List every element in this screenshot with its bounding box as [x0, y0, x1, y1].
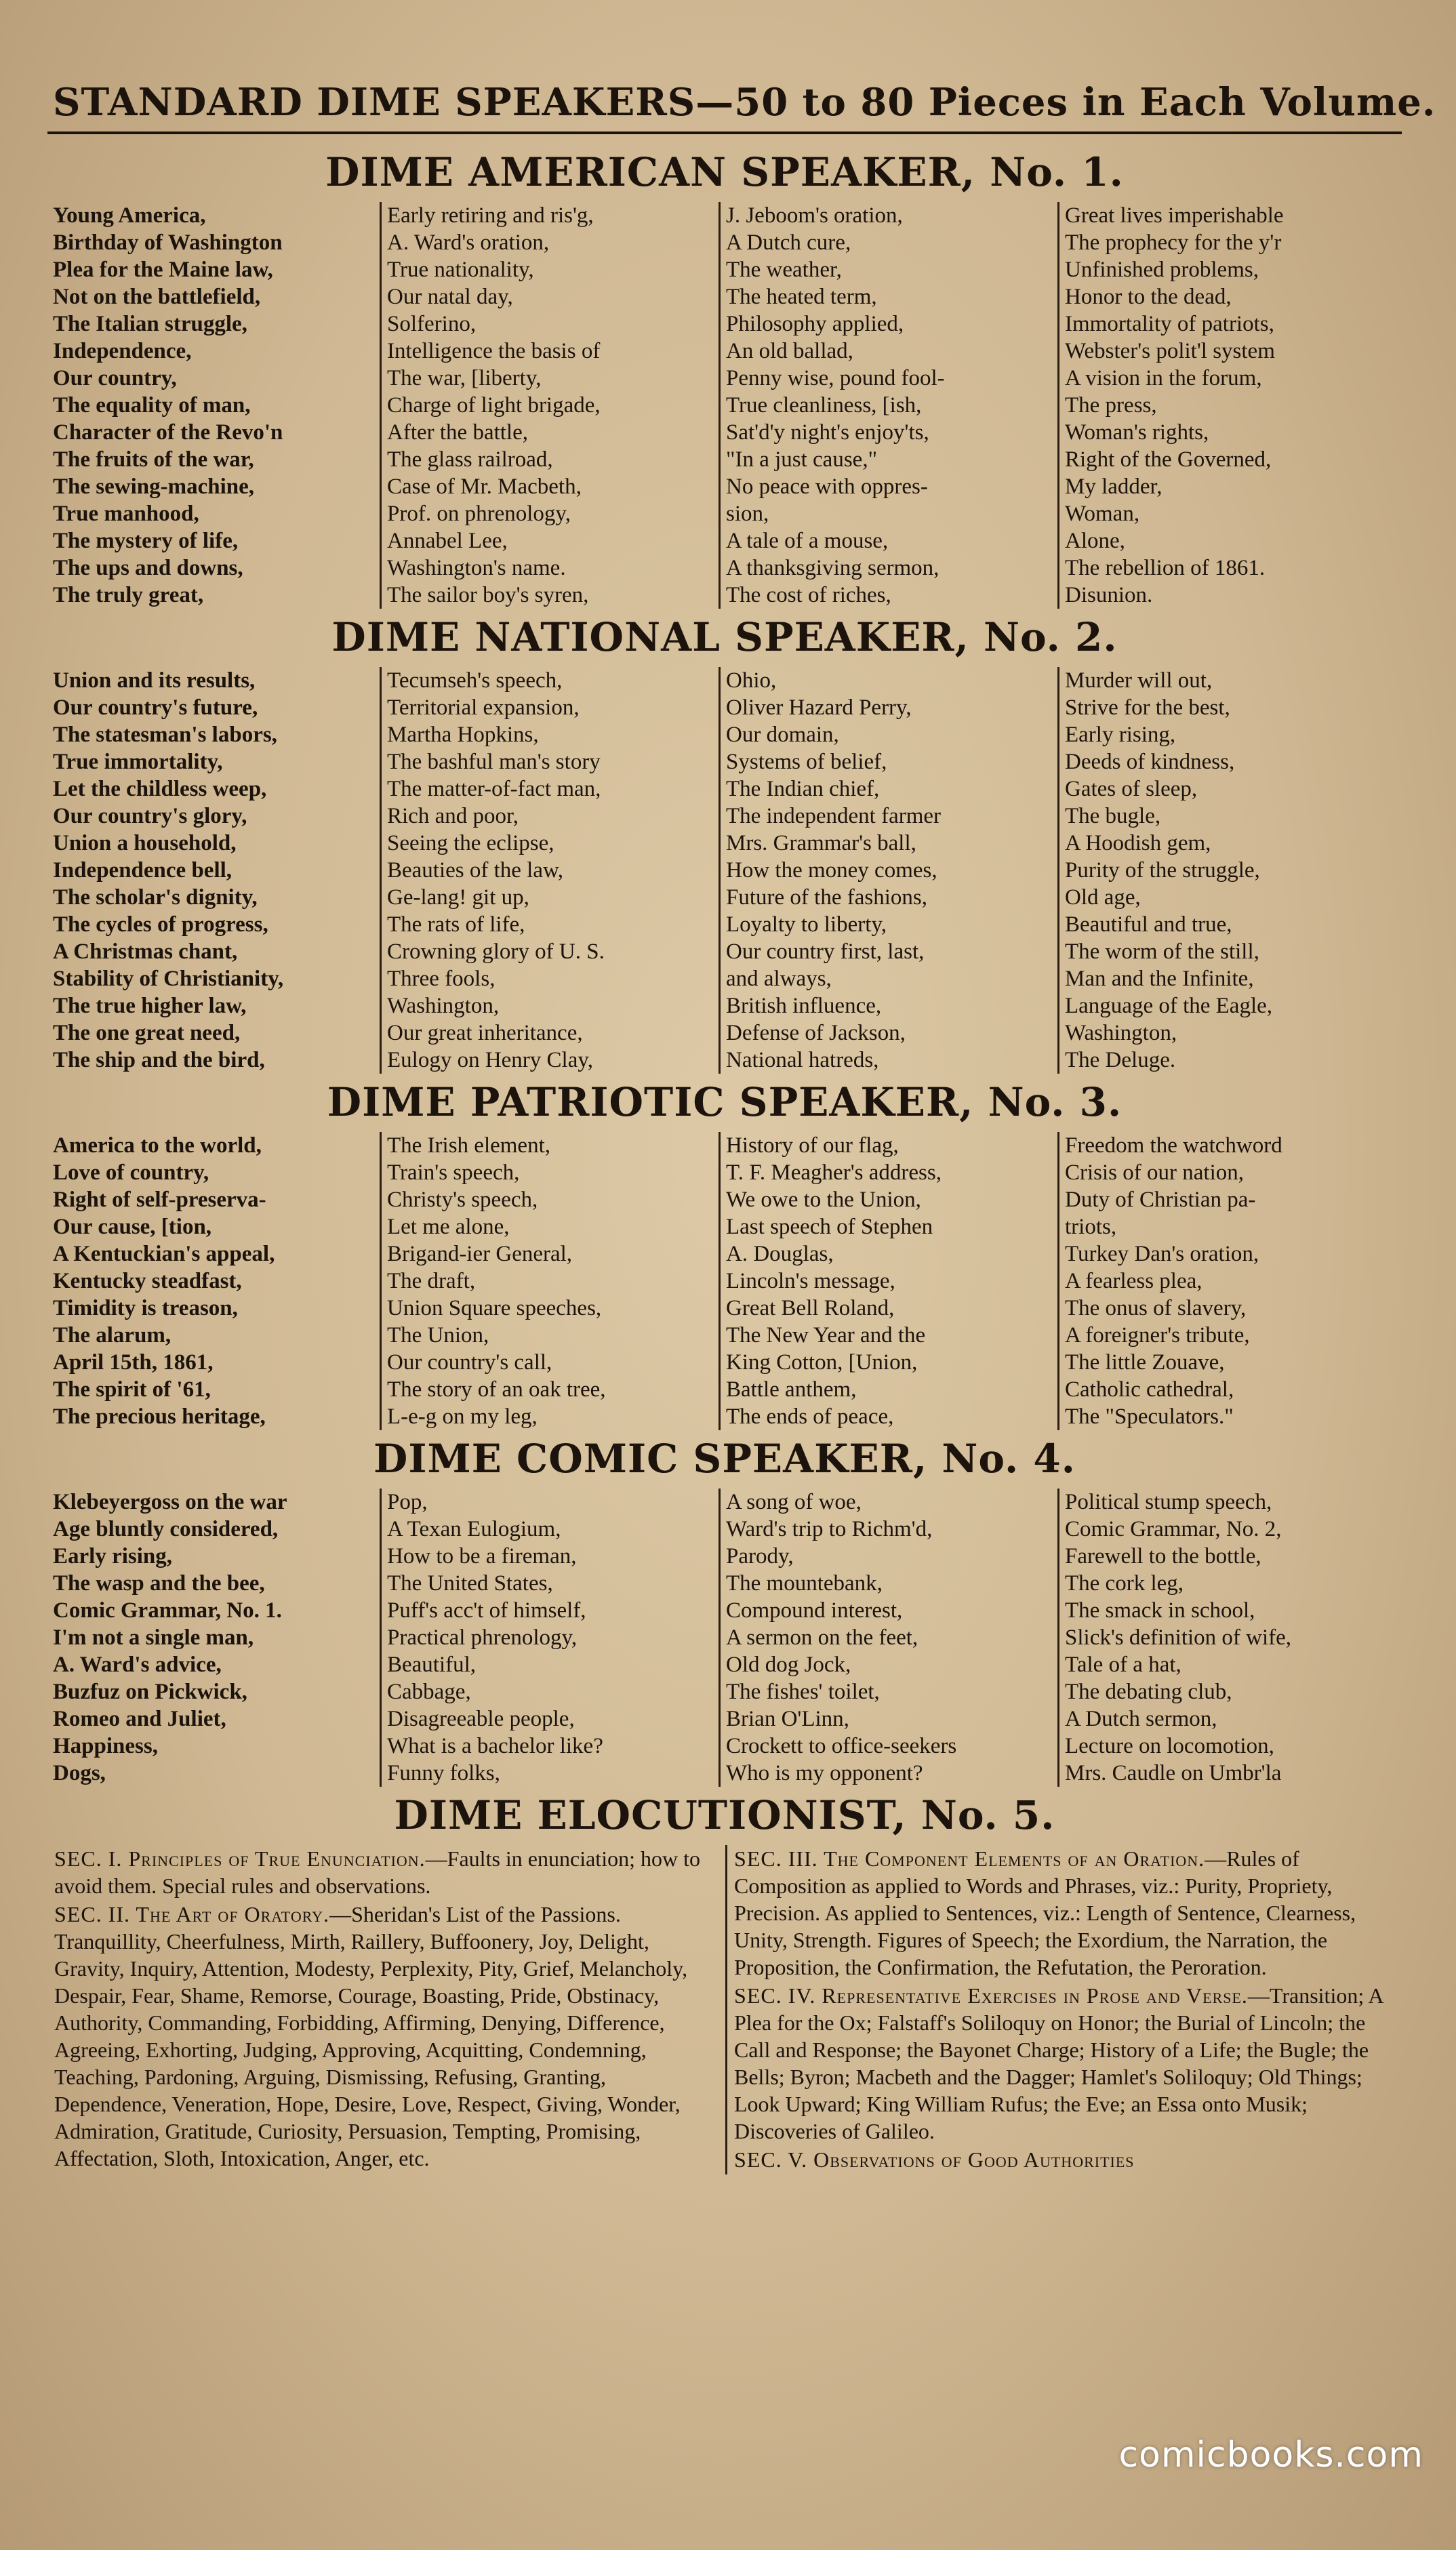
- title-entry: The United States,: [387, 1571, 553, 1596]
- title-entry: Slick's definition of wife,: [1065, 1625, 1292, 1650]
- title-entry: Our country's future,: [53, 695, 258, 720]
- title-entry: True cleanliness, [ish,: [726, 393, 922, 418]
- title-entry: Early rising,: [53, 1544, 173, 1569]
- title-entry: The glass railroad,: [387, 447, 553, 472]
- title-entry: The prophecy for the y'r: [1065, 230, 1282, 255]
- title-entry: Practical phrenology,: [387, 1625, 578, 1650]
- title-entry: The cycles of progress,: [53, 912, 268, 937]
- title-entry: True nationality,: [387, 258, 534, 282]
- title-entry: Solferino,: [387, 312, 477, 336]
- title-entry: Deeds of kindness,: [1065, 750, 1235, 774]
- title-entry: Love of country,: [53, 1160, 209, 1185]
- title-entry: The bashful man's story: [387, 750, 601, 774]
- title-entry: Systems of belief,: [726, 750, 887, 774]
- title-entry: Case of Mr. Macbeth,: [387, 474, 582, 499]
- title-entry: Train's speech,: [387, 1160, 520, 1185]
- title-entry: Independence,: [53, 339, 192, 363]
- title-entry: Character of the Revo'n: [53, 420, 283, 445]
- title-entry: A Texan Eulogium,: [387, 1517, 561, 1541]
- title-entry: April 15th, 1861,: [53, 1350, 214, 1375]
- title-entry: The independent farmer: [726, 804, 942, 828]
- title-entry: No peace with oppres-: [726, 474, 928, 499]
- title-entry: Last speech of Stephen: [726, 1215, 933, 1239]
- title-entry: Union and its results,: [53, 668, 256, 693]
- title-entry: National hatreds,: [726, 1048, 879, 1072]
- title-entry: Crisis of our nation,: [1065, 1160, 1244, 1185]
- title-entry: Beauties of the law,: [387, 858, 563, 883]
- title-entry: Great lives imperishable: [1065, 203, 1284, 228]
- title-entry: The true higher law,: [53, 994, 247, 1018]
- title-entry: Battle anthem,: [726, 1377, 857, 1402]
- title-entry: Comic Grammar, No. 1.: [53, 1598, 282, 1623]
- title-entry: A song of woe,: [726, 1490, 862, 1514]
- section-columns: [47, 667, 1402, 1074]
- section-column: [47, 667, 380, 1074]
- title-entry: Disagreeable people,: [387, 1707, 575, 1731]
- title-entry: Annabel Lee,: [387, 529, 508, 553]
- section-heading: SEC. V. Observations of Good Authorities: [734, 2147, 1135, 2172]
- title-entry: Our country's glory,: [53, 804, 247, 828]
- section-title: DIME PATRIOTIC SPEAKER, No. 3.: [327, 1079, 1123, 1125]
- title-entry: Dogs,: [53, 1761, 106, 1785]
- elocutionist-right-column: [725, 1845, 1403, 2174]
- title-entry: A. Ward's oration,: [387, 230, 550, 255]
- title-entry: The war, [liberty,: [387, 366, 542, 390]
- title-entry: Disunion.: [1065, 583, 1153, 607]
- title-entry: Cabbage,: [387, 1680, 471, 1704]
- title-entry: Martha Hopkins,: [387, 723, 539, 747]
- title-entry: The alarum,: [53, 1323, 171, 1348]
- title-entry: The debating club,: [1065, 1680, 1232, 1704]
- title-entry: Defense of Jackson,: [726, 1021, 906, 1045]
- title-entry: Language of the Eagle,: [1065, 994, 1273, 1018]
- title-entry: Purity of the struggle,: [1065, 858, 1260, 883]
- title-entry: A Dutch sermon,: [1065, 1707, 1217, 1731]
- title-entry: Funny folks,: [387, 1761, 500, 1785]
- title-entry: Comic Grammar, No. 2,: [1065, 1517, 1282, 1541]
- title-entry: The smack in school,: [1065, 1598, 1255, 1623]
- section-body: —Faults in enunciation; how to avoid them. Special rules and observations.: [54, 1846, 700, 1898]
- title-entry: A Kentuckian's appeal,: [53, 1242, 275, 1266]
- title-entry: Great Bell Roland,: [726, 1296, 895, 1320]
- title-entry: The truly great,: [53, 583, 204, 607]
- title-entry: Duty of Christian pa-: [1065, 1188, 1256, 1212]
- section-paragraph: [54, 1845, 717, 1899]
- section-paragraph: [734, 2146, 1395, 2173]
- section-column: [380, 1132, 719, 1430]
- title-entry: Parody,: [726, 1544, 794, 1569]
- title-entry: Birthday of Washington: [53, 230, 283, 255]
- section-column: [380, 1489, 719, 1787]
- section-column: [1057, 202, 1396, 609]
- title-entry: and always,: [726, 967, 832, 991]
- title-entry: The heated term,: [726, 285, 877, 309]
- title-entry: A Dutch cure,: [726, 230, 851, 255]
- title-entry: Unfinished problems,: [1065, 258, 1259, 282]
- title-entry: An old ballad,: [726, 339, 853, 363]
- section-column: [719, 1489, 1057, 1787]
- title-entry: Right of self-preserva-: [53, 1188, 266, 1212]
- speaker-sections: [47, 149, 1402, 1787]
- title-entry: The ups and downs,: [53, 556, 243, 580]
- title-entry: Washington's name.: [387, 556, 566, 580]
- title-entry: Our country first, last,: [726, 939, 925, 964]
- elocutionist-columns: [47, 1845, 1402, 2174]
- title-entry: A fearless plea,: [1065, 1269, 1202, 1293]
- section-paragraph: [734, 1845, 1395, 1981]
- title-entry: Independence bell,: [53, 858, 232, 883]
- section-columns: [47, 202, 1402, 609]
- title-entry: Webster's polit'l system: [1065, 339, 1275, 363]
- title-entry: The spirit of '61,: [53, 1377, 211, 1402]
- title-entry: The matter-of-fact man,: [387, 777, 601, 801]
- section-body: —Sheridan's List of the Passions. Tranquillity, Cheerfulness, Mirth, Raillery, Buffoonery, Joy, Delight, Gravity, Inquiry, Attention, Modesty, Perplexity, Pity, Grief, Melancholy, Despair, Fear, Shame, Remorse, Courage, Boasting, Pride, Obstinacy, Authority, Commanding, Forbidding, Affirming, Denying, Difference, Agreeing, Exhorting, Judging, Approving, Acquitting, Condemning, Teaching, Pardoning, Arguing, Dismissing, Refusing, Granting, Dependence, Veneration, Hope, Desire, Love, Respect, Giving, Wonder, Admiration, Gratitude, Curiosity, Persuasion, Tempting, Promising, Affectation, Sloth, Intoxication, Anger, etc.: [54, 1902, 688, 2170]
- title-entry: The draft,: [387, 1269, 476, 1293]
- masthead-title: STANDARD DIME SPEAKERS—50 to 80 Pieces in Each Volume.: [53, 80, 1436, 125]
- title-entry: Christy's speech,: [387, 1188, 538, 1212]
- title-entry: The Irish element,: [387, 1133, 550, 1158]
- title-entry: Penny wise, pound fool-: [726, 366, 945, 390]
- title-entry: The ends of peace,: [726, 1404, 894, 1429]
- title-entry: Ward's trip to Richm'd,: [726, 1517, 933, 1541]
- title-entry: The story of an oak tree,: [387, 1377, 606, 1402]
- title-entry: Seeing the eclipse,: [387, 831, 554, 855]
- title-entry: Ohio,: [726, 668, 777, 693]
- section-body: —Transition; A Plea for the Ox; Falstaff's Soliloquy on Honor; the Burial of Lincoln; the Call and Response; the Bayonet Charge; History of a Life; the Bugle; the Bells; Byron; Macbeth and the Dagger; Hamlet's Soliloquy; Old Things; Look Upward; King William Rufus; the Eve; an Essa onto Musik; Discoveries of Galileo.: [734, 1983, 1383, 2143]
- title-entry: Farewell to the bottle,: [1065, 1544, 1261, 1569]
- title-entry: Old age,: [1065, 885, 1141, 910]
- title-entry: Our country,: [53, 366, 177, 390]
- title-entry: Future of the fashions,: [726, 885, 927, 910]
- title-entry: The little Zouave,: [1065, 1350, 1225, 1375]
- watermark-logo: comicbooks.com: [1118, 2435, 1423, 2475]
- title-entry: Intelligence the basis of: [387, 339, 601, 363]
- title-entry: Timidity is treason,: [53, 1296, 238, 1320]
- title-entry: Tale of a hat,: [1065, 1653, 1181, 1677]
- title-entry: Our natal day,: [387, 285, 513, 309]
- title-entry: How to be a fireman,: [387, 1544, 577, 1569]
- title-entry: Kentucky steadfast,: [53, 1269, 242, 1293]
- title-entry: Lecture on locomotion,: [1065, 1734, 1274, 1758]
- title-entry: The scholar's dignity,: [53, 885, 258, 910]
- title-entry: Turkey Dan's oration,: [1065, 1242, 1259, 1266]
- title-entry: Klebeyergoss on the war: [53, 1490, 287, 1514]
- title-entry: Woman's rights,: [1065, 420, 1209, 445]
- title-entry: Murder will out,: [1065, 668, 1213, 693]
- section-heading: SEC. II. The Art of Oratory.: [54, 1902, 330, 1926]
- title-entry: The bugle,: [1065, 804, 1161, 828]
- title-entry: Brigand-ier General,: [387, 1242, 573, 1266]
- title-entry: Early retiring and ris'g,: [387, 203, 594, 228]
- title-entry: True immortality,: [53, 750, 223, 774]
- title-entry: The Indian chief,: [726, 777, 880, 801]
- title-entry: History of our flag,: [726, 1133, 899, 1158]
- title-entry: Washington,: [1065, 1021, 1177, 1045]
- section-columns: [47, 1489, 1402, 1787]
- title-entry: Catholic cathedral,: [1065, 1377, 1234, 1402]
- title-entry: Let the childless weep,: [53, 777, 267, 801]
- title-entry: Freedom the watchword: [1065, 1133, 1282, 1158]
- title-entry: Compound interest,: [726, 1598, 903, 1623]
- title-entry: The sewing-machine,: [53, 474, 254, 499]
- title-entry: Age bluntly considered,: [53, 1517, 279, 1541]
- section-body: —Rules of Composition as applied to Words and Phrases, viz.: Purity, Propriety, Precision. As applied to Sentences, viz.: Length of Sentence, Clearness, Unity, Strength. Figures of Speech; the Exordium, the Narration, the Proposition, the Confirmation, the Refutation, the Peroration.: [734, 1846, 1356, 1979]
- section-title: DIME AMERICAN SPEAKER, No. 1.: [325, 149, 1124, 195]
- title-entry: I'm not a single man,: [53, 1625, 254, 1650]
- title-entry: Happiness,: [53, 1734, 158, 1758]
- title-entry: Tecumseh's speech,: [387, 668, 563, 693]
- section-column: [1057, 1489, 1396, 1787]
- title-entry: Our great inheritance,: [387, 1021, 583, 1045]
- title-entry: Crowning glory of U. S.: [387, 939, 605, 964]
- title-entry: The statesman's labors,: [53, 723, 277, 747]
- section-column: [719, 202, 1057, 609]
- title-entry: A. Ward's advice,: [53, 1653, 222, 1677]
- title-entry: Woman,: [1065, 502, 1140, 526]
- section-heading: SEC. I. Principles of True Enunciation.: [54, 1846, 426, 1871]
- title-entry: The Deluge.: [1065, 1048, 1176, 1072]
- elocutionist-left-column: [47, 1845, 725, 2174]
- title-entry: A. Douglas,: [726, 1242, 834, 1266]
- title-entry: Beautiful,: [387, 1653, 477, 1677]
- section-column: [47, 202, 380, 609]
- title-entry: Eulogy on Henry Clay,: [387, 1048, 593, 1072]
- title-entry: Philosophy applied,: [726, 312, 904, 336]
- title-entry: A thanksgiving sermon,: [726, 556, 939, 580]
- title-entry: sion,: [726, 502, 769, 526]
- title-entry: True manhood,: [53, 502, 199, 526]
- section-heading: SEC. IV. Representative Exercises in Prose and Verse.: [734, 1983, 1248, 2008]
- title-entry: Let me alone,: [387, 1215, 510, 1239]
- title-entry: The weather,: [726, 258, 842, 282]
- title-entry: L-e-g on my leg,: [387, 1404, 538, 1429]
- title-entry: Man and the Infinite,: [1065, 967, 1254, 991]
- title-entry: The precious heritage,: [53, 1404, 266, 1429]
- title-entry: The "Speculators.": [1065, 1404, 1234, 1429]
- title-entry: Gates of sleep,: [1065, 777, 1198, 801]
- title-entry: How the money comes,: [726, 858, 937, 883]
- title-entry: The equality of man,: [53, 393, 251, 418]
- section-paragraph: [734, 1982, 1395, 2145]
- title-entry: The sailor boy's syren,: [387, 583, 589, 607]
- title-entry: A Hoodish gem,: [1065, 831, 1211, 855]
- title-entry: We owe to the Union,: [726, 1188, 921, 1212]
- title-entry: Crockett to office-seekers: [726, 1734, 957, 1758]
- title-entry: A tale of a mouse,: [726, 529, 889, 553]
- title-entry: The New Year and the: [726, 1323, 926, 1348]
- title-entry: Immortality of patriots,: [1065, 312, 1274, 336]
- title-entry: Alone,: [1065, 529, 1125, 553]
- title-entry: My ladder,: [1065, 474, 1162, 499]
- section-columns: [47, 1132, 1402, 1430]
- section-column: [47, 1489, 380, 1787]
- title-entry: Union a household,: [53, 831, 237, 855]
- section-column: [380, 667, 719, 1074]
- title-entry: Prof. on phrenology,: [387, 502, 571, 526]
- title-entry: Romeo and Juliet,: [53, 1707, 226, 1731]
- title-entry: Sat'd'y night's enjoy'ts,: [726, 420, 929, 445]
- title-entry: Brian O'Linn,: [726, 1707, 849, 1731]
- title-entry: The cork leg,: [1065, 1571, 1184, 1596]
- title-entry: Pop,: [387, 1490, 428, 1514]
- masthead-rule: [47, 131, 1402, 134]
- title-entry: Strive for the best,: [1065, 695, 1230, 720]
- title-entry: The mountebank,: [726, 1571, 883, 1596]
- title-entry: Honor to the dead,: [1065, 285, 1232, 309]
- title-entry: Our country's call,: [387, 1350, 552, 1375]
- title-entry: Charge of light brigade,: [387, 393, 601, 418]
- title-entry: The ship and the bird,: [53, 1048, 265, 1072]
- title-entry: Three fools,: [387, 967, 496, 991]
- section-title: DIME NATIONAL SPEAKER, No. 2.: [331, 614, 1118, 660]
- section-column: [719, 667, 1057, 1074]
- title-entry: The wasp and the bee,: [53, 1571, 265, 1596]
- title-entry: A vision in the forum,: [1065, 366, 1262, 390]
- title-entry: Political stump speech,: [1065, 1490, 1272, 1514]
- title-entry: A sermon on the feet,: [726, 1625, 918, 1650]
- title-entry: America to the world,: [53, 1133, 262, 1158]
- title-entry: Territorial expansion,: [387, 695, 580, 720]
- title-entry: The rebellion of 1861.: [1065, 556, 1266, 580]
- title-entry: The press,: [1065, 393, 1157, 418]
- title-entry: Right of the Governed,: [1065, 447, 1272, 472]
- title-entry: A Christmas chant,: [53, 939, 238, 964]
- section-column: [380, 202, 719, 609]
- title-entry: Not on the battlefield,: [53, 285, 261, 309]
- title-entry: King Cotton, [Union,: [726, 1350, 918, 1375]
- title-entry: The Union,: [387, 1323, 489, 1348]
- section-title: DIME COMIC SPEAKER, No. 4.: [373, 1436, 1076, 1482]
- title-entry: T. F. Meagher's address,: [726, 1160, 942, 1185]
- title-entry: Rich and poor,: [387, 804, 519, 828]
- title-entry: Oliver Hazard Perry,: [726, 695, 912, 720]
- title-entry: The cost of riches,: [726, 583, 891, 607]
- title-entry: Mrs. Grammar's ball,: [726, 831, 916, 855]
- section-paragraph: [54, 1901, 717, 2172]
- title-entry: Old dog Jock,: [726, 1653, 851, 1677]
- section-column: [1057, 667, 1396, 1074]
- title-entry: Washington,: [387, 994, 500, 1018]
- title-entry: Buzfuz on Pickwick,: [53, 1680, 247, 1704]
- section-column: [47, 1132, 380, 1430]
- section-column: [719, 1132, 1057, 1430]
- title-entry: What is a bachelor like?: [387, 1734, 603, 1758]
- title-entry: A foreigner's tribute,: [1065, 1323, 1250, 1348]
- title-entry: Our domain,: [726, 723, 839, 747]
- title-entry: The Italian struggle,: [53, 312, 247, 336]
- section-column: [1057, 1132, 1396, 1430]
- title-entry: Young America,: [53, 203, 206, 228]
- elocutionist-title: DIME ELOCUTIONIST, No. 5.: [394, 1792, 1055, 1838]
- title-entry: British influence,: [726, 994, 882, 1018]
- title-entry: The worm of the still,: [1065, 939, 1259, 964]
- title-entry: J. Jeboom's oration,: [726, 203, 903, 228]
- title-entry: Early rising,: [1065, 723, 1176, 747]
- title-entry: triots,: [1065, 1215, 1117, 1239]
- title-entry: The rats of life,: [387, 912, 525, 937]
- title-entry: The one great need,: [53, 1021, 241, 1045]
- title-entry: Beautiful and true,: [1065, 912, 1232, 937]
- title-entry: Loyalty to liberty,: [726, 912, 887, 937]
- title-entry: The onus of slavery,: [1065, 1296, 1247, 1320]
- title-entry: The fruits of the war,: [53, 447, 254, 472]
- section-heading: SEC. III. The Component Elements of an Oration.: [734, 1846, 1205, 1871]
- title-entry: Stability of Christianity,: [53, 967, 284, 991]
- title-entry: Mrs. Caudle on Umbr'la: [1065, 1761, 1282, 1785]
- title-entry: "In a just cause,": [726, 447, 878, 472]
- title-entry: Puff's acc't of himself,: [387, 1598, 586, 1623]
- title-entry: Plea for the Maine law,: [53, 258, 273, 282]
- title-entry: Our cause, [tion,: [53, 1215, 212, 1239]
- title-entry: Who is my opponent?: [726, 1761, 923, 1785]
- title-entry: Union Square speeches,: [387, 1296, 602, 1320]
- title-entry: After the battle,: [387, 420, 528, 445]
- title-entry: Ge-lang! git up,: [387, 885, 529, 910]
- title-entry: Lincoln's message,: [726, 1269, 895, 1293]
- title-entry: The fishes' toilet,: [726, 1680, 880, 1704]
- title-entry: The mystery of life,: [53, 529, 239, 553]
